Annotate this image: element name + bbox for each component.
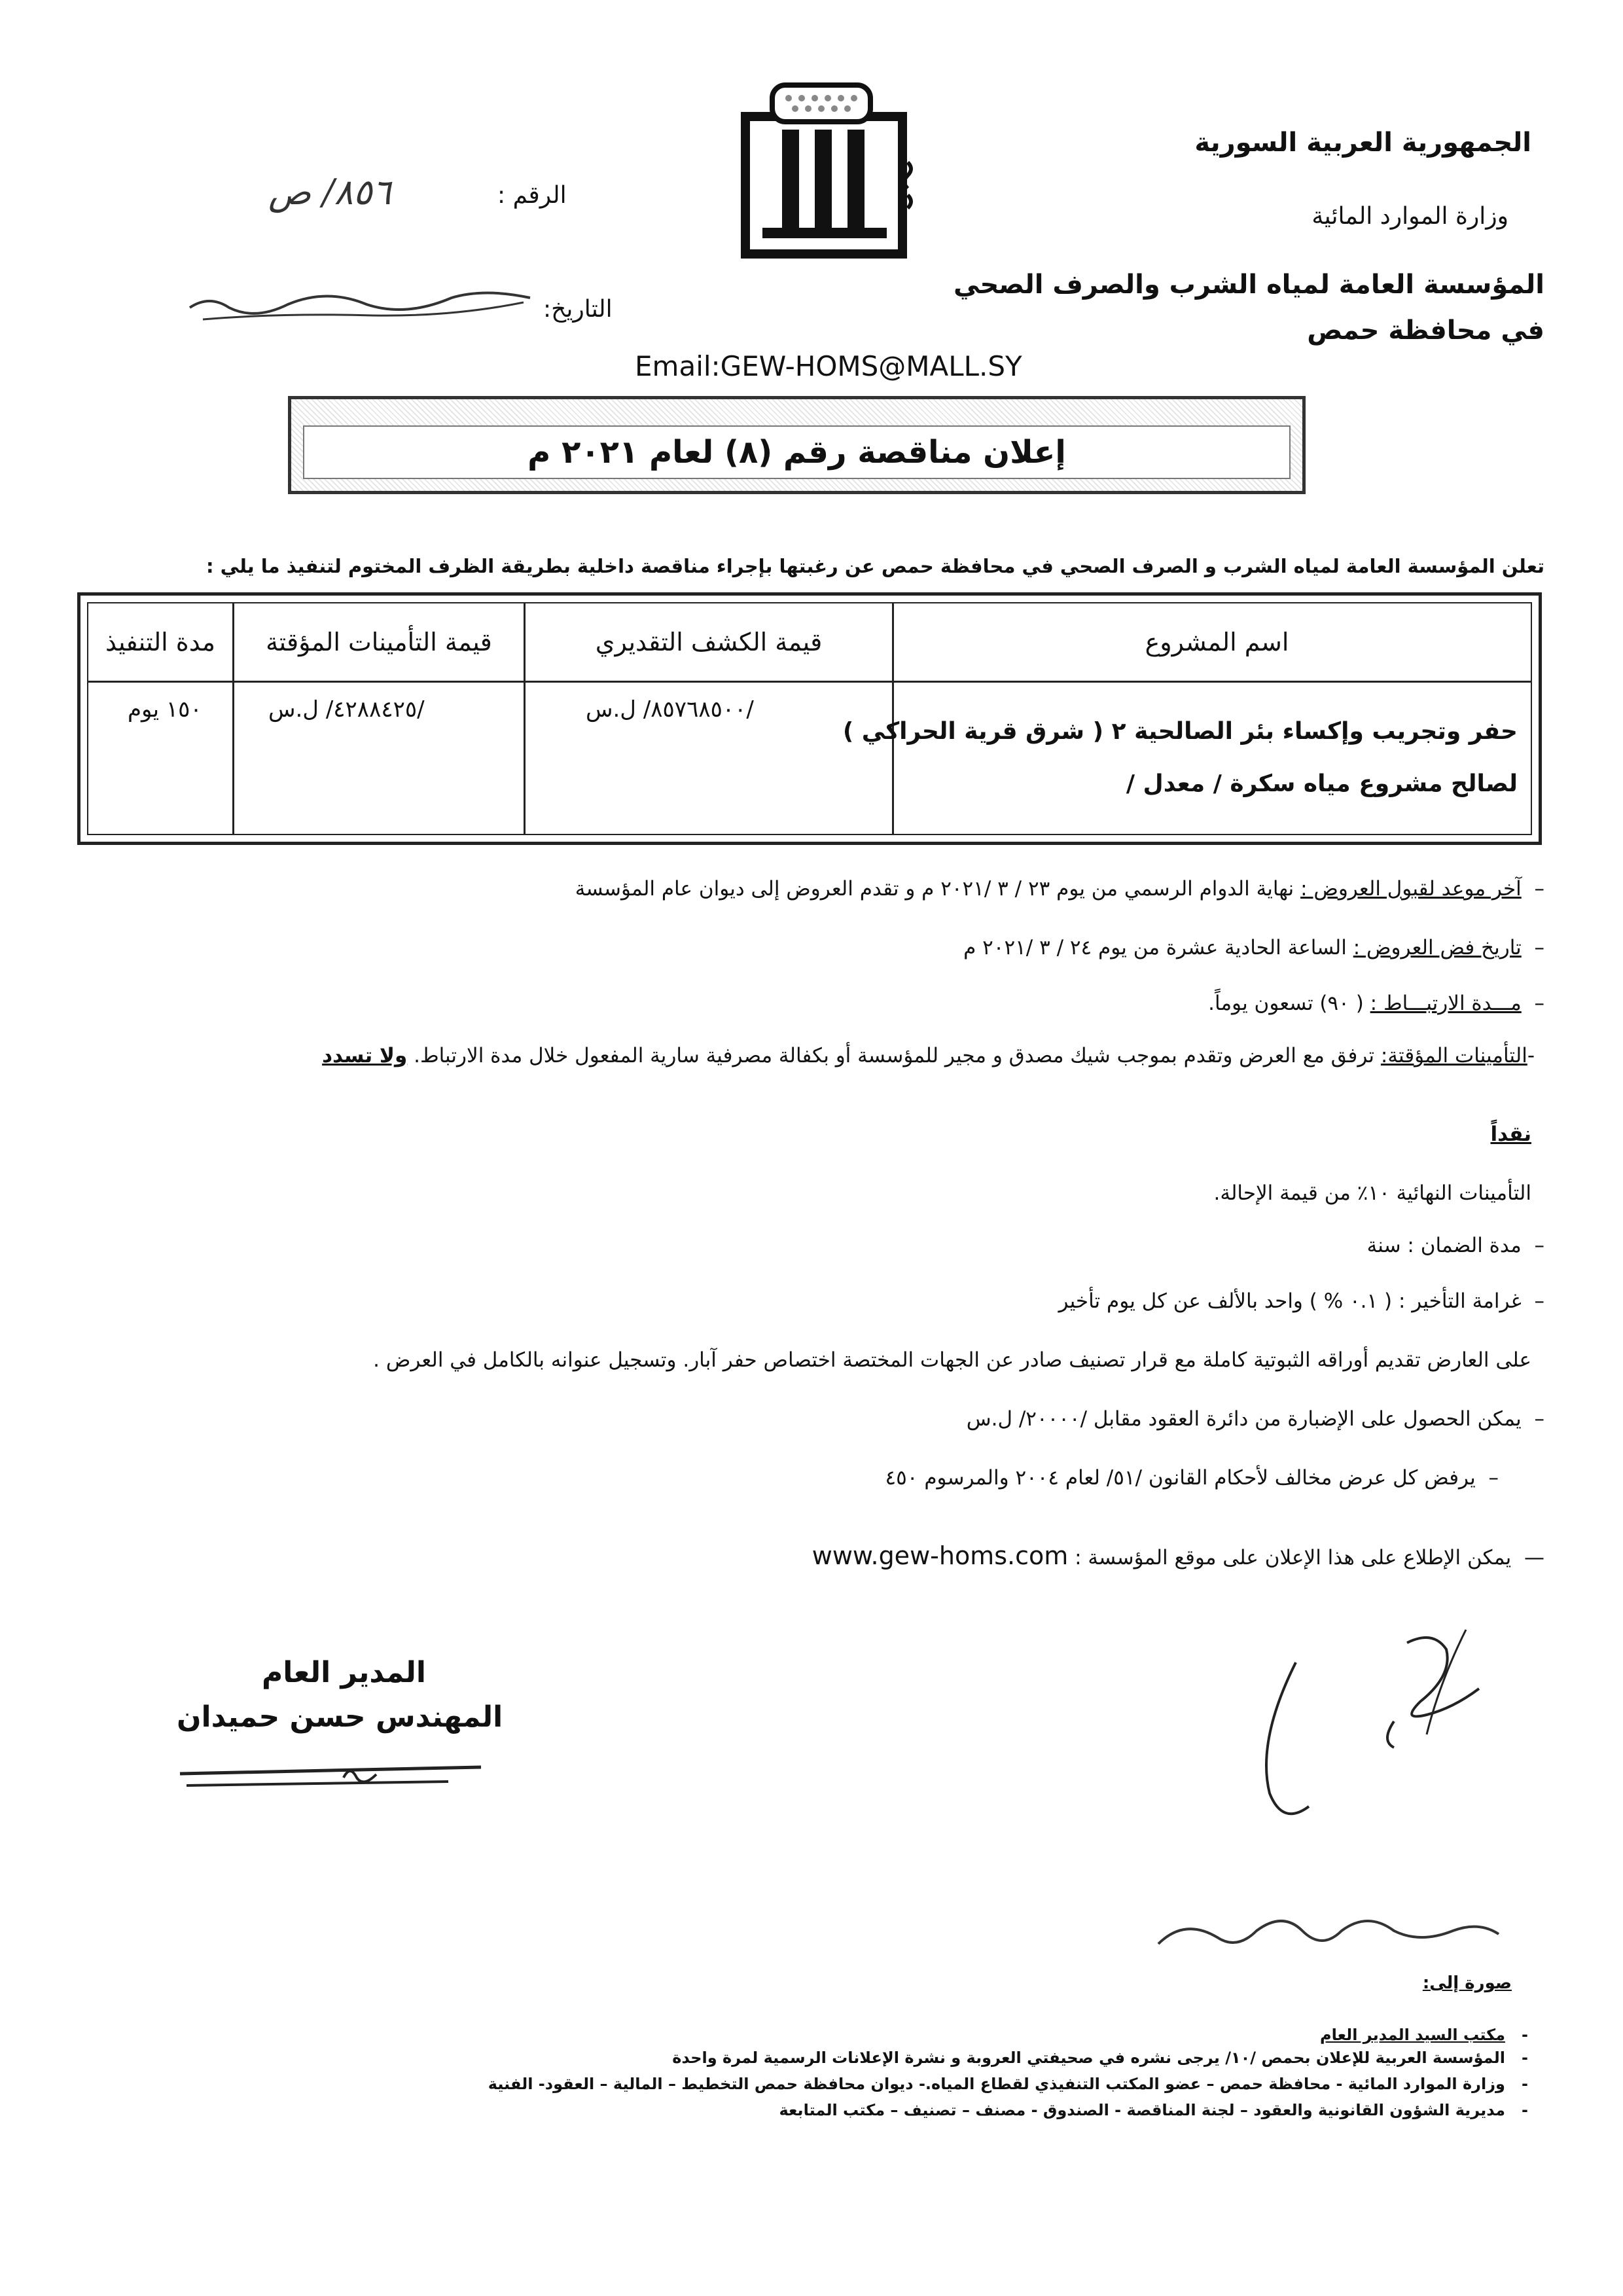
term-binding: – مـــدة الارتبـــاط : ( ٩٠) تسعون يوماً. [1208, 992, 1544, 1015]
term-bidder-docs: على العارض تقديم أوراقه الثبوتية كاملة مع قرار تصنيف صادر عن الجهات المختصة اختصاص حفر آبار. وتسجيل عنوانه بالكامل في العرض . [373, 1348, 1531, 1372]
signatory-name: المهندس حسن حميدان [177, 1700, 503, 1734]
organization-email: Email:GEW-HOMS@MALL.SY [635, 350, 1022, 382]
term-warranty-text: مدة الضمان : سنة [1366, 1234, 1522, 1257]
term-temp-deposit-label: التأمينات المؤقتة: [1380, 1044, 1527, 1067]
cc-line: - مكتب السيد المدير العام [1320, 2026, 1528, 2044]
website-link[interactable]: www.gew-homs.com [812, 1541, 1069, 1570]
cc-line-text: مديرية الشؤون القانونية والعقود – لجنة المناقصة - الصندوق - مصنف – تصنيف – مكتب المتابعة [779, 2101, 1505, 2119]
header-deposit: قيمة التأمينات المؤقتة [266, 628, 492, 656]
cell-duration: ١٥٠ يوم [128, 696, 202, 723]
title-banner [288, 396, 1306, 494]
cell-deposit: /٤٢٨٨٤٢٥/ ل.س [268, 696, 425, 723]
term-reject-text: يرفض كل عرض مخالف لأحكام القانون /٥١/ لعام ٢٠٠٤ والمرسوم ٤٥٠ [885, 1466, 1476, 1490]
date-label: التاريخ: [543, 296, 613, 323]
handwritten-date [177, 281, 543, 327]
term-delay-penalty: – غرامة التأخير : ( ٠.١ % ) واحد بالألف عن كل يوم تأخير [1058, 1289, 1544, 1313]
signatory-stamp-line [173, 1754, 488, 1793]
cc-line: - مديرية الشؤون القانونية والعقود – لجنة المناقصة - الصندوق - مصنف – تصنيف – مكتب المتابعة [779, 2101, 1528, 2119]
term-temp-deposit: -التأمينات المؤقتة: ترفق مع العرض وتقدم بموجب شيك مصدق و مجير للمؤسسة أو بكفالة مصرفية سارية المفعول خلال مدة الارتباط. ولا تسدد [322, 1044, 1535, 1067]
term-temp-deposit-note-b: نقداً [1490, 1122, 1531, 1146]
tender-table [77, 592, 1542, 845]
cc-line-text: مكتب السيد المدير العام [1320, 2026, 1505, 2044]
term-dossier-text: يمكن الحصول على الإضبارة من دائرة العقود مقابل /٢٠٠٠٠/ ل.س [966, 1407, 1522, 1431]
organization-logo [736, 77, 929, 267]
cell-project-line2: لصالح مشروع مياه سكرة / معدل / [1126, 770, 1518, 797]
reference-number: ٨٥٦/ ص [268, 171, 391, 213]
header-duration: مدة التنفيذ [105, 628, 215, 656]
term-website: — يمكن الإطلاع على هذا الإعلان على موقع المؤسسة : www.gew-homs.com [812, 1541, 1544, 1570]
handwritten-signature [1243, 1623, 1518, 1833]
announcement-title: إعلان مناقصة رقم (٨) لعام ٢٠٢١ م [527, 434, 1066, 471]
header-estimate: قيمة الكشف التقديري [595, 628, 823, 656]
cc-line-text: المؤسسة العربية للإعلان بحمص /١٠/ يرجى نشره في صحيفتي العروبة و نشرة الإعلانات الرسمية لمرة واحدة [672, 2049, 1505, 2067]
reference-label: الرقم : [497, 182, 567, 209]
header-project: اسم المشروع [1145, 628, 1289, 656]
cell-estimate: /٨٥٧٦٨٥٠٠/ ل.س [586, 696, 754, 723]
term-temp-deposit-note-a: ولا تسدد [322, 1044, 408, 1067]
intro-paragraph: تعلن المؤسسة العامة لمياه الشرب و الصرف الصحي في محافظة حمص عن رغبتها بإجراء مناقصة داخلية بطريقة الظرف المختوم لتنفيذ ما يلي : [205, 555, 1544, 577]
cell-project-line1: حفر وتجريب وإكساء بئر الصالحية ٢ ( شرق قرية الحراكي ) [842, 718, 1518, 745]
term-website-text: يمكن الإطلاع على هذا الإعلان على موقع المؤسسة : [1075, 1546, 1512, 1570]
term-final-deposit: التأمينات النهائية ١٠٪ من قيمة الإحالة. [1213, 1181, 1531, 1205]
term-deadline: – آخر موعد لقبول العروض : نهاية الدوام الرسمي من يوم ٢٣ / ٣ /٢٠٢١ م و تقدم العروض إلى ديوان عام المؤسسة [575, 877, 1544, 901]
term-deadline-label: آخر موعد لقبول العروض : [1300, 877, 1522, 901]
term-delay-penalty-text: غرامة التأخير : ( ٠.١ % ) واحد بالألف عن كل يوم تأخير [1058, 1289, 1522, 1313]
term-opening-label: تاريخ فض العروض : [1353, 936, 1522, 960]
term-warranty: – مدة الضمان : سنة [1366, 1234, 1544, 1257]
term-opening: – تاريخ فض العروض : الساعة الحادية عشرة من يوم ٢٤ / ٣ /٢٠٢١ م [963, 936, 1544, 960]
term-temp-deposit-text: ترفق مع العرض وتقدم بموجب شيك مصدق و مجير للمؤسسة أو بكفالة مصرفية سارية المفعول خلال مدة الارتباط. [414, 1044, 1375, 1067]
cc-line: - وزارة الموارد المائية - محافظة حمص – عضو المكتب التنفيذي لقطاع المياه.- ديوان محافظة حمص التخطيط – المالية – العقود- الفنية [488, 2075, 1528, 2093]
term-binding-label: مـــدة الارتبـــاط : [1370, 992, 1522, 1015]
cc-label: صورة إلى: [1422, 1973, 1512, 1993]
organization-governorate: في محافظة حمص [1307, 315, 1544, 346]
signatory-title: المدير العام [262, 1656, 426, 1689]
cc-line-text: وزارة الموارد المائية - محافظة حمص – عضو المكتب التنفيذي لقطاع المياه.- ديوان محافظة حمص التخطيط – المالية – العقود- الفنية [488, 2075, 1505, 2093]
term-binding-text: ( ٩٠) تسعون يوماً. [1208, 992, 1364, 1015]
country-name: الجمهورية العربية السورية [1194, 128, 1531, 158]
ministry-name: وزارة الموارد المائية [1311, 203, 1508, 230]
handwritten-initials [1145, 1911, 1512, 1970]
term-dossier: – يمكن الحصول على الإضبارة من دائرة العقود مقابل /٢٠٠٠٠/ ل.س [966, 1407, 1544, 1431]
cc-line: - المؤسسة العربية للإعلان بحمص /١٠/ يرجى نشره في صحيفتي العروبة و نشرة الإعلانات الرسمية لمرة واحدة [672, 2049, 1528, 2067]
term-opening-text: الساعة الحادية عشرة من يوم ٢٤ / ٣ /٢٠٢١ م [963, 936, 1347, 960]
term-deadline-text: نهاية الدوام الرسمي من يوم ٢٣ / ٣ /٢٠٢١ م و تقدم العروض إلى ديوان عام المؤسسة [575, 877, 1294, 901]
organization-name: المؤسسة العامة لمياه الشرب والصرف الصحي [953, 270, 1544, 300]
term-reject: – يرفض كل عرض مخالف لأحكام القانون /٥١/ لعام ٢٠٠٤ والمرسوم ٤٥٠ [885, 1466, 1499, 1490]
